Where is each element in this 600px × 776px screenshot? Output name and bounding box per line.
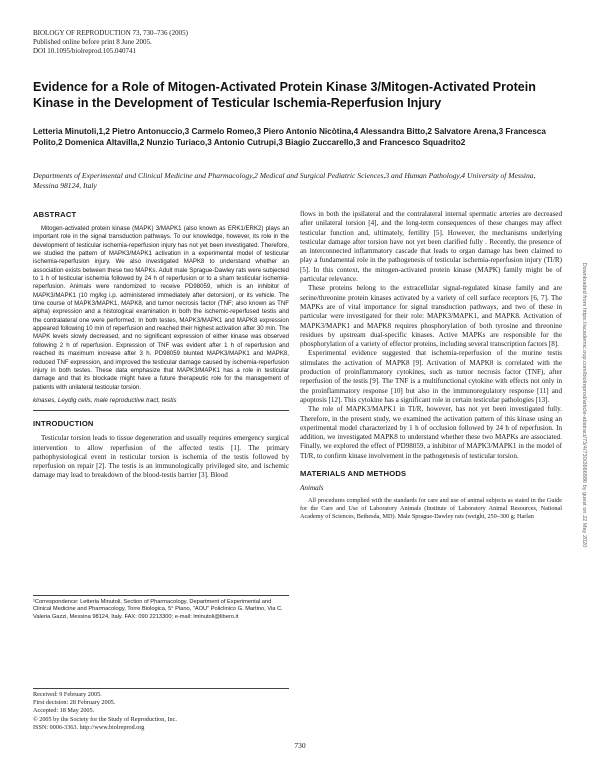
affiliations: Departments of Experimental and Clinical Medicine and Pharmacology,2 Medical and Surgical Pediatric Sciences,3 and Human Pathology,4 University of Messina, Messina 98124, Italy	[33, 171, 536, 190]
journal-header	[33, 29, 188, 56]
animals-heading: Animals	[300, 484, 324, 493]
abstract-heading: ABSTRACT	[33, 210, 77, 219]
article-title: Evidence for a Role of Mitogen-Activated Protein Kinase 3/Mitogen-Activated Protein Kinase in the Development of Testicular Ischemia-Reperfusion Injury	[33, 80, 536, 110]
copyright: © 2005 by the Society for the Study of Reproduction, Inc.	[33, 715, 177, 723]
paragraph: These proteins belong to the extracellular signal-regulated kinase family and are serine/threonine protein kinases activated by a variety of cell surface receptors [6, 7]. The MAPKs are of vital importance for signal transduction pathways, and two of these in particular were investigated for their role: MAPK3/MAPK1, and MAPK8. Activation of MAPK3/MAPK1 and MAPK8 requires phosphorylation of both tyrosine and threonine residues by upstream dual-specific kinases. Active MAPKs are responsible for the phosphorylation of a variety of effector proteins, including several transcription factors [8].	[300, 284, 562, 349]
animals-text: All procedures complied with the standards for care and use of animal subjects as stated in the Guide for the Care and Use of Laboratory Animals (Institute of Laboratory Animal Resources, National Academy of Sciences, Bethesda, MD). Male Sprague-Dawley rats (weight, 250–300 g; Harlan	[300, 497, 562, 521]
publication-date: Published online before print 8 June 2005.	[33, 38, 152, 46]
doi[interactable]: DOI 10.1095/biolreprod.105.040741	[33, 47, 137, 55]
keywords: kinases, Leydig cells, male reproductive tract, testis	[33, 397, 289, 411]
right-column	[300, 210, 562, 522]
received-block	[33, 688, 289, 732]
download-watermark	[579, 190, 589, 620]
download-watermark-text: Downloaded from https://academic.oup.com/biolreprod/article-abstract/73/4/730/2666886 by guest on 22 May 2020	[581, 262, 587, 548]
methods-heading: MATERIALS AND METHODS	[300, 469, 407, 479]
first-decision-date: First decision: 28 February 2005.	[33, 699, 116, 707]
left-column	[33, 210, 289, 481]
correspondence-footnote: ¹Correspondence: Letteria Minutoli, Section of Pharmacology, Department of Experimental and Clinical Medicine and Pharmacology, Torre Biologica, 5° Piano, "AOU" Policlinico G. Martino, Via C. Valeria Gazzi, Messina 98124, Italy. FAX: 090 2213300; e-mail: lminutoli@libero.it	[33, 595, 289, 621]
introduction-heading: INTRODUCTION	[33, 419, 94, 429]
author-list: Letteria Minutoli,1,2 Pietro Antonuccio,3 Carmelo Romeo,3 Piero Antonio Nicòtina,4 Alessandra Bitto,2 Salvatore Arena,3 Francesca Polito,2 Domenica Altavilla,2 Nunzio Turiaco,3 Antonio Cutrupi,3 Biagio Zuccarello,3 and Francesco Squadrito2	[33, 127, 546, 147]
paragraph: The role of MAPK3/MAPK1 in TI/R, however, has not yet been investigated fully. Therefore, in the present study, we examined the activation pattern of this kinase using an experimental model characterized by 1 h of occlusion followed by 24 h of reperfusion. In addition, we investigated MAPK8 to understand whether these two MAPKs are associated. Finally, we explored the effect of PD98059, a inhibitor of MAPK3/MAPK1 in the model of TI/R, to confirm kinase involvement in the pathogenesis of testicular torsion.	[300, 405, 562, 460]
abstract-text: Mitogen-activated protein kinase (MAPK) 3/MAPK1 (also known as ERK1/ERK2) plays an important role in the signal transduction pathways. To our knowledge, however, its role in the development of testicular ischemia-reperfusion injury has not yet been investigated. Therefore, we studied the pattern of MAPK3/MAPK1 activation in a experimental model of testicular ischemia-reperfusion injury. We also investigated MAPK8 to understand whether an association exists between these two MAPKs. Adult male Sprague-Dawley rats were subjected to 1 h of testicular ischemia followed by 24 h of reperfusion or to a sham testicular ischemia-reperfusion. Animals were randomized to receive PD98059, which is an inhibitor of MAPK3/MAPK1 (10 mg/kg i.p. administered immediately after detorsion), or its vehicle. The time course of MAPK3/MAPK1, MAPK8, and tumor necrosis factor (TNF; also known as TNF alpha) expression and a histological examination in both the ischemic-reperfused testis and the contralateral one were performed. In both testes, MAPK3/MAPK1 and MAPK8 expression appeared following 10 min of reperfusion and reached their highest activation after 30 min. The MAPK levels slowly decreased, and no significant expression of either kinase was observed following 2 h of reperfusion. Expression of TNF was evident after 1 h of reperfusion and reached its maximum increase after 3 h. PD98059 blunted MAPK3/MAPK1 and MAPK8, reduced TNF expression, and improved the testicular damage caused by ischemia-reperfusion injury in both testes. These data emphasize that MAPK3/MAPK1 has a role in testicular damage and that its blockade might have a future therapeutic role for the management of patients with unilateral testicular torsion.	[33, 225, 289, 391]
issn: ISSN: 0006-3363. http://www.biolreprod.org	[33, 723, 145, 731]
journal-citation: BIOLOGY OF REPRODUCTION 73, 730–736 (2005)	[33, 29, 188, 37]
received-date: Received: 9 February 2005.	[33, 691, 102, 698]
paragraph: Experimental evidence suggested that ischemia-reperfusion of the murine testis stimulates the activation of MAPK8 [9]. Activation of MAPK8 is correlated with the production of proinflammatory cytokines, such as tumor necrosis factor (TNF), after reperfusion of the testis [9]. The TNF is a multifunctional cytokine with effects not only in the proinflammatory response [10] but also in the immunoregulatory response [11] and apoptosis [12]. This cytokine has a significant role in certain testicular pathologies [13].	[300, 349, 562, 404]
accepted-date: Accepted: 18 May 2005.	[33, 707, 95, 715]
introduction-text: Testicular torsion leads to tissue degeneration and usually requires emergency surgical intervention to allow reperfusion of the affected testis [1]. The primary pathophysiological event in testicular torsion is ischemia of the testis followed by reperfusion on repair [2]. The testis is an immunologically privileged site, and ischemic damage may lead to breakdown of the blood-testis barrier [3]. Blood	[33, 434, 289, 480]
paragraph: flows in both the ipsilateral and the contralateral internal spermatic arteries are decreased after unilateral torsion [4], and the long-term consequences of these changes may affect testicular function and, ultimately, fertility [5]. However, the mechanisms underlying testicular damage after torsion have not yet been clarified fully . Recently, the presence of an interconnected inflammatory cascade that leads to organ damage has been claimed to play a fundamental role in the pathogenesis of testicular ischemia-reperfusion injury (TI/R) [5]. In this context, the mitogen-activated protein kinase (MAPK) family might be of particular relevance.	[300, 210, 562, 284]
page-number: 730	[294, 741, 306, 750]
